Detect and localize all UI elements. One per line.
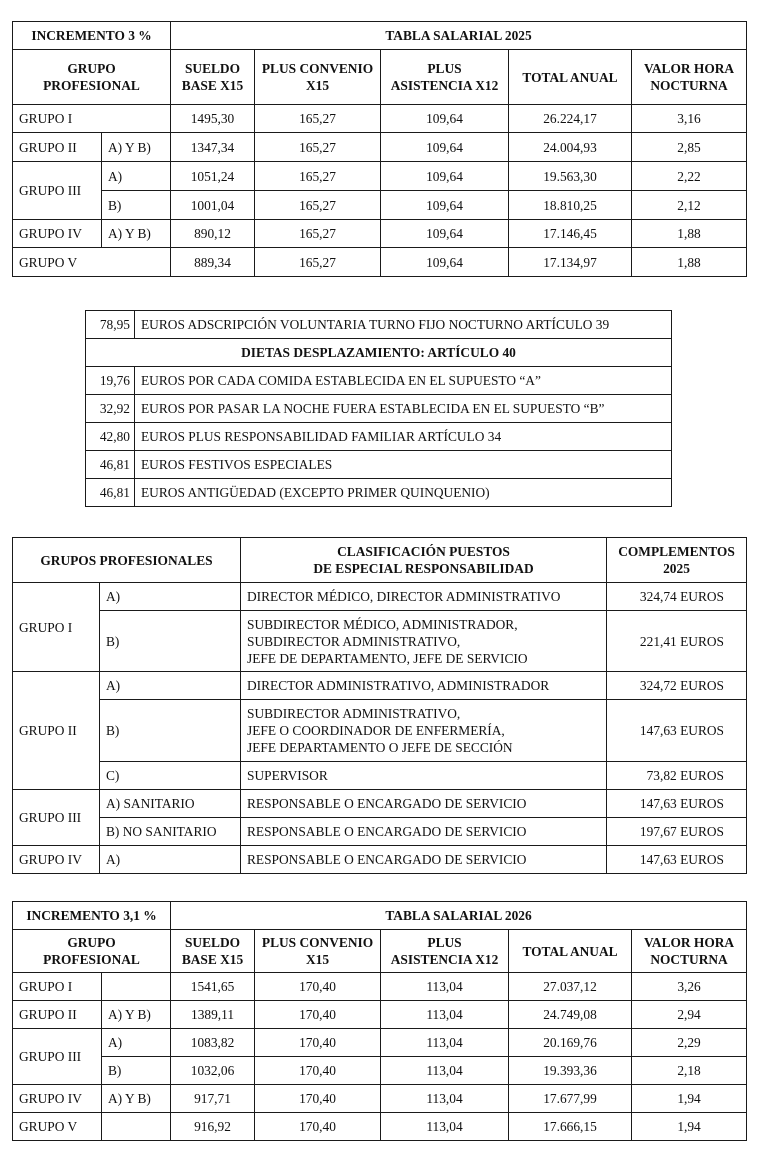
group-name: GRUPO IV [13,846,100,874]
header-asistencia: PLUS ASISTENCIA X12 [381,50,509,105]
subgroup: B) [102,1057,171,1085]
positions [241,790,607,818]
base-value: 1495,30 [171,105,255,133]
group-name: GRUPO II [13,133,102,162]
dietas-title: DIETAS DESPLAZAMIENTO: ARTÍCULO 40 [86,339,672,367]
group-name: GRUPO III [13,1029,102,1085]
amount: 32,92 [86,395,135,423]
group-name: GRUPO II [13,1001,102,1029]
base-value: 917,71 [171,1085,255,1113]
asistencia-value: 113,04 [381,1057,509,1085]
base-value: 890,12 [171,220,255,248]
table-row [13,105,747,133]
convenio-value: 165,27 [255,220,381,248]
description: EUROS ANTIGÜEDAD (EXCEPTO PRIMER QUINQUENIO) [135,479,672,507]
header-total: TOTAL ANUAL [509,50,632,105]
positions [241,762,607,790]
header-total: TOTAL ANUAL [509,930,632,973]
header-convenio: PLUS CONVENIO X15 [255,930,381,973]
table-row [13,191,747,220]
position-line: SUPERVISOR [247,768,328,783]
position-line: JEFE DE DEPARTAMENTO, JEFE DE SERVICIO [247,650,528,666]
responsibility-table [12,537,747,874]
positions [241,583,607,611]
total-value: 18.810,25 [509,191,632,220]
header-complements-line2: 2025 [663,561,690,576]
complement-amount: 324,74 EUROS [607,583,747,611]
table-row [13,133,747,162]
convenio-value: 170,40 [255,973,381,1001]
asistencia-value: 109,64 [381,191,509,220]
header-convenio: PLUS CONVENIO X15 [255,50,381,105]
salary-table-2025 [12,21,747,277]
subgroup [102,1113,171,1141]
asistencia-value: 113,04 [381,1085,509,1113]
subgroup: B) NO SANITARIO [100,818,241,846]
group-name: GRUPO I [13,973,102,1001]
nocturna-value: 2,94 [632,1001,747,1029]
asistencia-value: 109,64 [381,248,509,277]
table-row [13,220,747,248]
positions [241,700,607,762]
nocturna-value: 2,85 [632,133,747,162]
table-row [13,1001,747,1029]
convenio-value: 165,27 [255,105,381,133]
group-name: GRUPO V [13,248,171,277]
total-value: 17.146,45 [509,220,632,248]
header-base: SUELDO BASE X15 [171,930,255,973]
total-value: 19.563,30 [509,162,632,191]
table-row [86,367,672,395]
complement-amount: 324,72 EUROS [607,672,747,700]
header-complements-line1: COMPLEMENTOS [618,544,735,559]
table-row [13,790,747,818]
positions [241,611,607,672]
table-row [13,162,747,191]
base-value: 1051,24 [171,162,255,191]
nocturna-value: 1,88 [632,220,747,248]
asistencia-value: 113,04 [381,1113,509,1141]
group-name: GRUPO I [13,105,171,133]
complement-amount: 221,41 EUROS [607,611,747,672]
subgroup: A) Y B) [102,220,171,248]
table-row [13,818,747,846]
base-value: 1032,06 [171,1057,255,1085]
amount: 19,76 [86,367,135,395]
increment-label: INCREMENTO 3 % [13,22,171,50]
header-asistencia: PLUS ASISTENCIA X12 [381,930,509,973]
subgroup: B) [100,611,241,672]
table-row [13,1113,747,1141]
position-line: SUBDIRECTOR MÉDICO, ADMINISTRADOR, [247,616,518,632]
asistencia-value: 109,64 [381,220,509,248]
total-value: 19.393,36 [509,1057,632,1085]
positions [241,672,607,700]
total-value: 24.749,08 [509,1001,632,1029]
table-row [13,700,747,762]
extras-table [85,310,672,507]
subgroup [102,973,171,1001]
amount: 46,81 [86,479,135,507]
base-value: 916,92 [171,1113,255,1141]
table-row [86,451,672,479]
header-classification [241,538,607,583]
table-row [86,311,672,339]
header-group: GRUPO PROFESIONAL [13,930,171,973]
subgroup: A) [102,1029,171,1057]
header-base: SUELDO BASE X15 [171,50,255,105]
total-value: 20.169,76 [509,1029,632,1057]
description: EUROS ADSCRIPCIÓN VOLUNTARIA TURNO FIJO NOCTURNO ARTÍCULO 39 [135,311,672,339]
header-classification-line1: CLASIFICACIÓN PUESTOS [337,544,510,559]
position-line: DIRECTOR ADMINISTRATIVO, ADMINISTRADOR [247,678,550,693]
subgroup: A) Y B) [102,1085,171,1113]
total-value: 17.134,97 [509,248,632,277]
complement-amount: 197,67 EUROS [607,818,747,846]
convenio-value: 165,27 [255,191,381,220]
header-classification-line2: DE ESPECIAL RESPONSABILIDAD [313,561,534,576]
table-row [13,846,747,874]
base-value: 1389,11 [171,1001,255,1029]
convenio-value: 170,40 [255,1001,381,1029]
description: EUROS POR PASAR LA NOCHE FUERA ESTABLECIDA EN EL SUPUESTO “B” [135,395,672,423]
group-name: GRUPO III [13,162,102,220]
asistencia-value: 113,04 [381,1029,509,1057]
subgroup: A) [100,672,241,700]
description: EUROS FESTIVOS ESPECIALES [135,451,672,479]
positions [241,846,607,874]
position-line: SUBDIRECTOR ADMINISTRATIVO, [247,706,461,721]
total-value: 24.004,93 [509,133,632,162]
header-group: GRUPO PROFESIONAL [13,50,171,105]
nocturna-value: 1,94 [632,1113,747,1141]
convenio-value: 165,27 [255,133,381,162]
header-nocturna: VALOR HORA NOCTURNA [632,50,747,105]
convenio-value: 170,40 [255,1085,381,1113]
convenio-value: 170,40 [255,1057,381,1085]
position-line: RESPONSABLE O ENCARGADO DE SERVICIO [247,824,527,839]
complement-amount: 147,63 EUROS [607,846,747,874]
nocturna-value: 1,94 [632,1085,747,1113]
subgroup: A) SANITARIO [100,790,241,818]
subgroup: B) [100,700,241,762]
amount: 42,80 [86,423,135,451]
complement-amount: 73,82 EUROS [607,762,747,790]
asistencia-value: 109,64 [381,162,509,191]
subgroup: B) [102,191,171,220]
subgroup: C) [100,762,241,790]
table-row [86,423,672,451]
base-value: 1541,65 [171,973,255,1001]
table-row [13,583,747,611]
convenio-value: 170,40 [255,1029,381,1057]
table-row [13,672,747,700]
position-line: JEFE DEPARTAMENTO O JEFE DE SECCIÓN [247,740,513,755]
description: EUROS PLUS RESPONSABILIDAD FAMILIAR ARTÍCULO 34 [135,423,672,451]
table-row [13,1029,747,1057]
position-line: RESPONSABLE O ENCARGADO DE SERVICIO [247,852,527,867]
group-name: GRUPO V [13,1113,102,1141]
base-value: 1001,04 [171,191,255,220]
table-row [13,611,747,672]
table-row [13,1057,747,1085]
total-value: 27.037,12 [509,973,632,1001]
total-value: 17.666,15 [509,1113,632,1141]
amount: 78,95 [86,311,135,339]
asistencia-value: 109,64 [381,133,509,162]
group-name: GRUPO II [13,672,100,790]
positions [241,818,607,846]
table-row [13,1085,747,1113]
table-row [13,248,747,277]
group-name: GRUPO IV [13,1085,102,1113]
asistencia-value: 109,64 [381,105,509,133]
nocturna-value: 2,12 [632,191,747,220]
position-line: SUBDIRECTOR ADMINISTRATIVO, [247,633,461,649]
base-value: 1347,34 [171,133,255,162]
subgroup: A) [100,583,241,611]
salary-table-2026 [12,901,747,1141]
base-value: 889,34 [171,248,255,277]
increment-label: INCREMENTO 3,1 % [13,902,171,930]
position-line: JEFE O COORDINADOR DE ENFERMERÍA, [247,723,505,738]
group-name: GRUPO III [13,790,100,846]
nocturna-value: 2,29 [632,1029,747,1057]
total-value: 26.224,17 [509,105,632,133]
amount: 46,81 [86,451,135,479]
total-value: 17.677,99 [509,1085,632,1113]
asistencia-value: 113,04 [381,973,509,1001]
table-row [13,973,747,1001]
base-value: 1083,82 [171,1029,255,1057]
position-line: RESPONSABLE O ENCARGADO DE SERVICIO [247,796,527,811]
table-row [86,395,672,423]
nocturna-value: 3,26 [632,973,747,1001]
nocturna-value: 1,88 [632,248,747,277]
complement-amount: 147,63 EUROS [607,700,747,762]
table-row [13,762,747,790]
group-name: GRUPO I [13,583,100,672]
header-groups: GRUPOS PROFESIONALES [13,538,241,583]
subgroup: A) Y B) [102,1001,171,1029]
convenio-value: 165,27 [255,162,381,191]
nocturna-value: 2,18 [632,1057,747,1085]
group-name: GRUPO IV [13,220,102,248]
position-line: DIRECTOR MÉDICO, DIRECTOR ADMINISTRATIVO [247,589,561,604]
subgroup: A) Y B) [102,133,171,162]
description: EUROS POR CADA COMIDA ESTABLECIDA EN EL SUPUESTO “A” [135,367,672,395]
asistencia-value: 113,04 [381,1001,509,1029]
nocturna-value: 2,22 [632,162,747,191]
nocturna-value: 3,16 [632,105,747,133]
header-complements [607,538,747,583]
convenio-value: 170,40 [255,1113,381,1141]
table-title: TABLA SALARIAL 2025 [171,22,747,50]
convenio-value: 165,27 [255,248,381,277]
table-title: TABLA SALARIAL 2026 [171,902,747,930]
subgroup: A) [102,162,171,191]
header-nocturna: VALOR HORA NOCTURNA [632,930,747,973]
subgroup: A) [100,846,241,874]
table-row [86,479,672,507]
complement-amount: 147,63 EUROS [607,790,747,818]
